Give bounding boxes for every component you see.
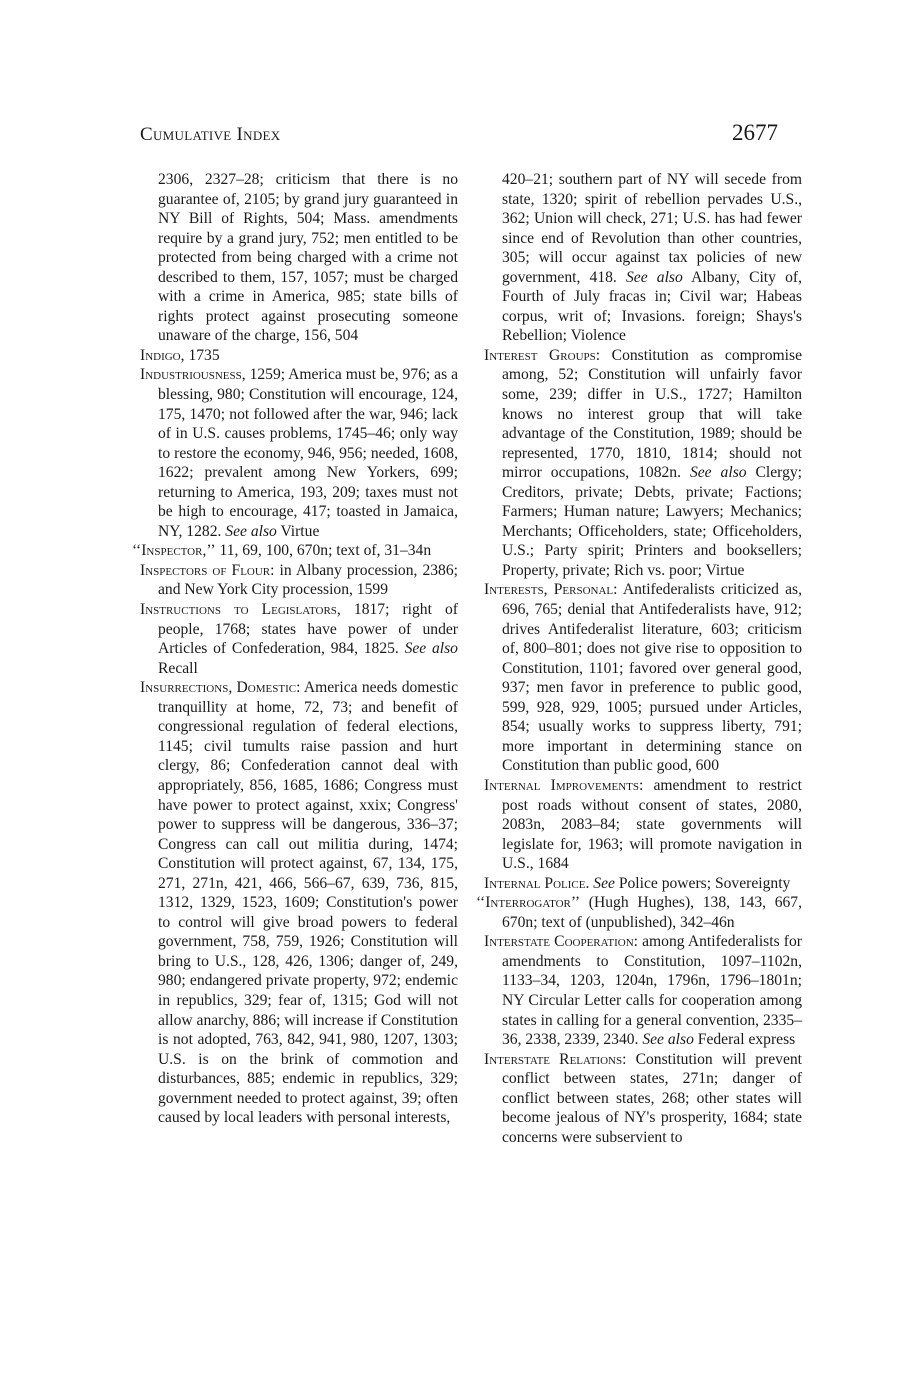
entry-text: , 1735 — [180, 346, 220, 364]
entry-text: : Antifederalists criticized as, 696, 765; denial that Antifederalists have, 912; drives Antifederalist literature, 603; criticism of, 800–801; does not give rise to opposition to Constitution, 1101; favored over general good, 937; men favor in preference to public good, 599, 928, 929, 1005; pursued under Articles, 854; usually works to suppress liberty, 791; more important in determining stance on Constitution than public good, 600 — [502, 581, 802, 775]
index-entry-continuation: 420–21; southern part of NY will secede from state, 1320; spirit of rebellion pervades U.S., 362; Union will check, 271; U.S. has had fewer since end of Revolution than other countries, 305; will occur against tax policies of new government, 418. See also Albany, City of, Fourth of July fracas in; Civil war; Habeas corpus, writ of; Invasions. foreign; Shays's Rebellion; Violence — [502, 171, 802, 345]
see-also-reference: See also — [626, 268, 683, 286]
entry-text: : Constitution will prevent conflict between states, 271n; danger of conflict between states, 268; other states will become jealous of NY's prosperity, 1684; state concerns were subservient to — [502, 1050, 802, 1146]
index-entry-internal-improvements — [484, 776, 802, 874]
right-index-column — [476, 170, 803, 1147]
see-reference: See — [593, 874, 615, 892]
index-entry-interstate-cooperation — [484, 932, 802, 1049]
index-entry-interrogator — [476, 893, 802, 932]
index-entry-interstate-relations — [484, 1050, 802, 1148]
see-also-reference: See also — [404, 640, 458, 658]
entry-cross-reference: Albany, City of, Fourth of July fracas in; Civil war; Habeas corpus, writ of; Invasions. foreign; Shays's Rebellion; Violence — [502, 268, 802, 345]
entry-heading: Interest Groups — [484, 346, 596, 364]
entry-heading: Insurrections, Domestic — [140, 679, 297, 697]
index-entry-indigo — [140, 346, 458, 366]
index-entry-industriousness — [140, 365, 458, 541]
left-index-column — [132, 170, 458, 1128]
entry-cross-reference: Federal express — [693, 1031, 796, 1049]
see-also-reference: See also — [225, 522, 277, 540]
entry-text: , 1817; right of people, 1768; states have power of under Articles of Confederation, 984, 1825. — [158, 601, 458, 658]
entry-text: : amendment to restrict post roads without consent of states, 2080, 2083n, 2083–84; state governments will legislate for, 1963; will promote navigation in U.S., 1684 — [502, 776, 802, 873]
entry-text: : Constitution as compromise among, 52; Constitution will unfairly favor some, 239; differ in U.S., 1727; Hamilton knows no interest group that will take advantage of the Constitution, 1989; should be represented, 1770, 1810, 1814; should not mirror occupations, 1082n. — [502, 346, 802, 482]
entry-heading: Instructions to Legislators — [140, 601, 337, 619]
running-head — [140, 120, 778, 150]
page-number: 2677 — [732, 120, 778, 145]
entry-heading: ‘‘Inspector,’’ — [132, 542, 216, 560]
index-entry-inspector — [132, 541, 458, 561]
entry-cross-reference: Police powers; Sovereignty — [614, 874, 791, 892]
entry-text: : in Albany procession, 2386; and New York City procession, 1599 — [158, 561, 458, 599]
entry-heading: Inspectors of Flour — [140, 561, 271, 579]
entry-text: . — [585, 874, 594, 892]
index-entry-internal-police — [484, 874, 802, 894]
entry-text: , 1259; America must be, 976; as a blessing, 980; Constitution will encourage, 124, 175, 1470; not followed after the war, 946; lack of in U.S. causes problems, 1745–46; only way to restore the economy, 946, 956; needed, 1608, 1622; prevalent among New Yorkers, 699; returning to America, 193, 209; taxes must not be high to encourage, 417; toasted in Jamaica, NY, 1282. — [158, 366, 458, 540]
see-also-reference: See also — [689, 464, 747, 482]
entry-heading: Interests, Personal — [484, 581, 614, 599]
running-head-title: Cumulative Index — [140, 124, 281, 145]
index-entry-interest-groups — [484, 346, 802, 581]
see-also-reference: See also — [642, 1031, 694, 1049]
entry-text: : among Antifederalists for amendments to Constitution, 1097–1102n, 1133–34, 1203, 1204n, 1796n, 1796–1801n; NY Circular Letter calls for cooperation among states in calling for a general convention, 2335–36, 2338, 2339, 2340. — [502, 933, 802, 1049]
entry-cross-reference: Recall — [158, 659, 198, 677]
entry-heading: Industriousness — [140, 366, 242, 384]
entry-heading: Internal Police — [484, 874, 586, 892]
entry-heading: Indigo — [140, 346, 181, 364]
entry-heading: ‘‘Interrogator’’ — [476, 894, 581, 912]
index-entry-interests-personal — [484, 580, 802, 775]
entry-heading: Interstate Relations — [484, 1050, 623, 1068]
index-entry-inspectors-of-flour — [140, 561, 458, 600]
index-entry-continuation: 2306, 2327–28; criticism that there is no guarantee of, 2105; by grand jury guaranteed in NY Bill of Rights, 504; Mass. amendments require by a grand jury, 752; men entitled to be protected from being charged with a crime not described to them, 157, 1057; must be charged with a crime in America, 985; state bills of rights protect against prosecuting someone unaware of the charge, 156, 504 — [158, 171, 458, 345]
entry-text: (Hugh Hughes), 138, 143, 667, 670n; text of (unpublished), 342–46n — [502, 894, 802, 931]
entry-heading: Interstate Cooperation — [484, 933, 634, 951]
entry-text: : America needs domestic tranquillity at home, 72, 73; and benefit of congressional regulation of federal elections, 1145; civil tumults raise passion and hurt clergy, 86; Confederation cannot deal with appropriately, 856, 1685, 1686; Congress must have power to protect against, xxix; Congress' power to suppress will be dangerous, 336–37; Congress can call out militia during, 1474; Constitution will protect against, 67, 134, 175, 271, 271n, 421, 466, 566–67, 639, 736, 815, 1312, 1329, 1523, 1609; Constitution's power to control will give broad powers to federal government, 758, 759, 1926; Constitution will bring to U.S., 128, 426, 1306; danger of, 249, 980; endangered private property, 972; endemic in republics, 329; fear of, 1315; God will not allow anarchy, 886; will increase if Constitution is not adopted, 763, 842, 941, 980, 1207, 1303; U.S. is on the brink of commotion and disturbances, 885; endemic in republics, 329; government needed to protect against, 39; often caused by local leaders with personal interests, — [158, 679, 458, 1127]
index-entry-instructions-to-legislators — [140, 600, 458, 678]
entry-text: 11, 69, 100, 670n; text of, 31–34n — [215, 542, 432, 560]
entry-cross-reference: Clergy; Creditors, private; Debts, private; Factions; Farmers; Human nature; Lawyers; Mechanics; Merchants; Officeholders, state; Officeholders, U.S.; Party spirit; Printers and booksellers; Property, private; Rich vs. poor; Virtue — [502, 464, 803, 579]
entry-cross-reference: Virtue — [276, 522, 320, 540]
index-entry-insurrections-domestic — [140, 678, 458, 1128]
entry-heading: Internal Improvements — [484, 776, 639, 794]
